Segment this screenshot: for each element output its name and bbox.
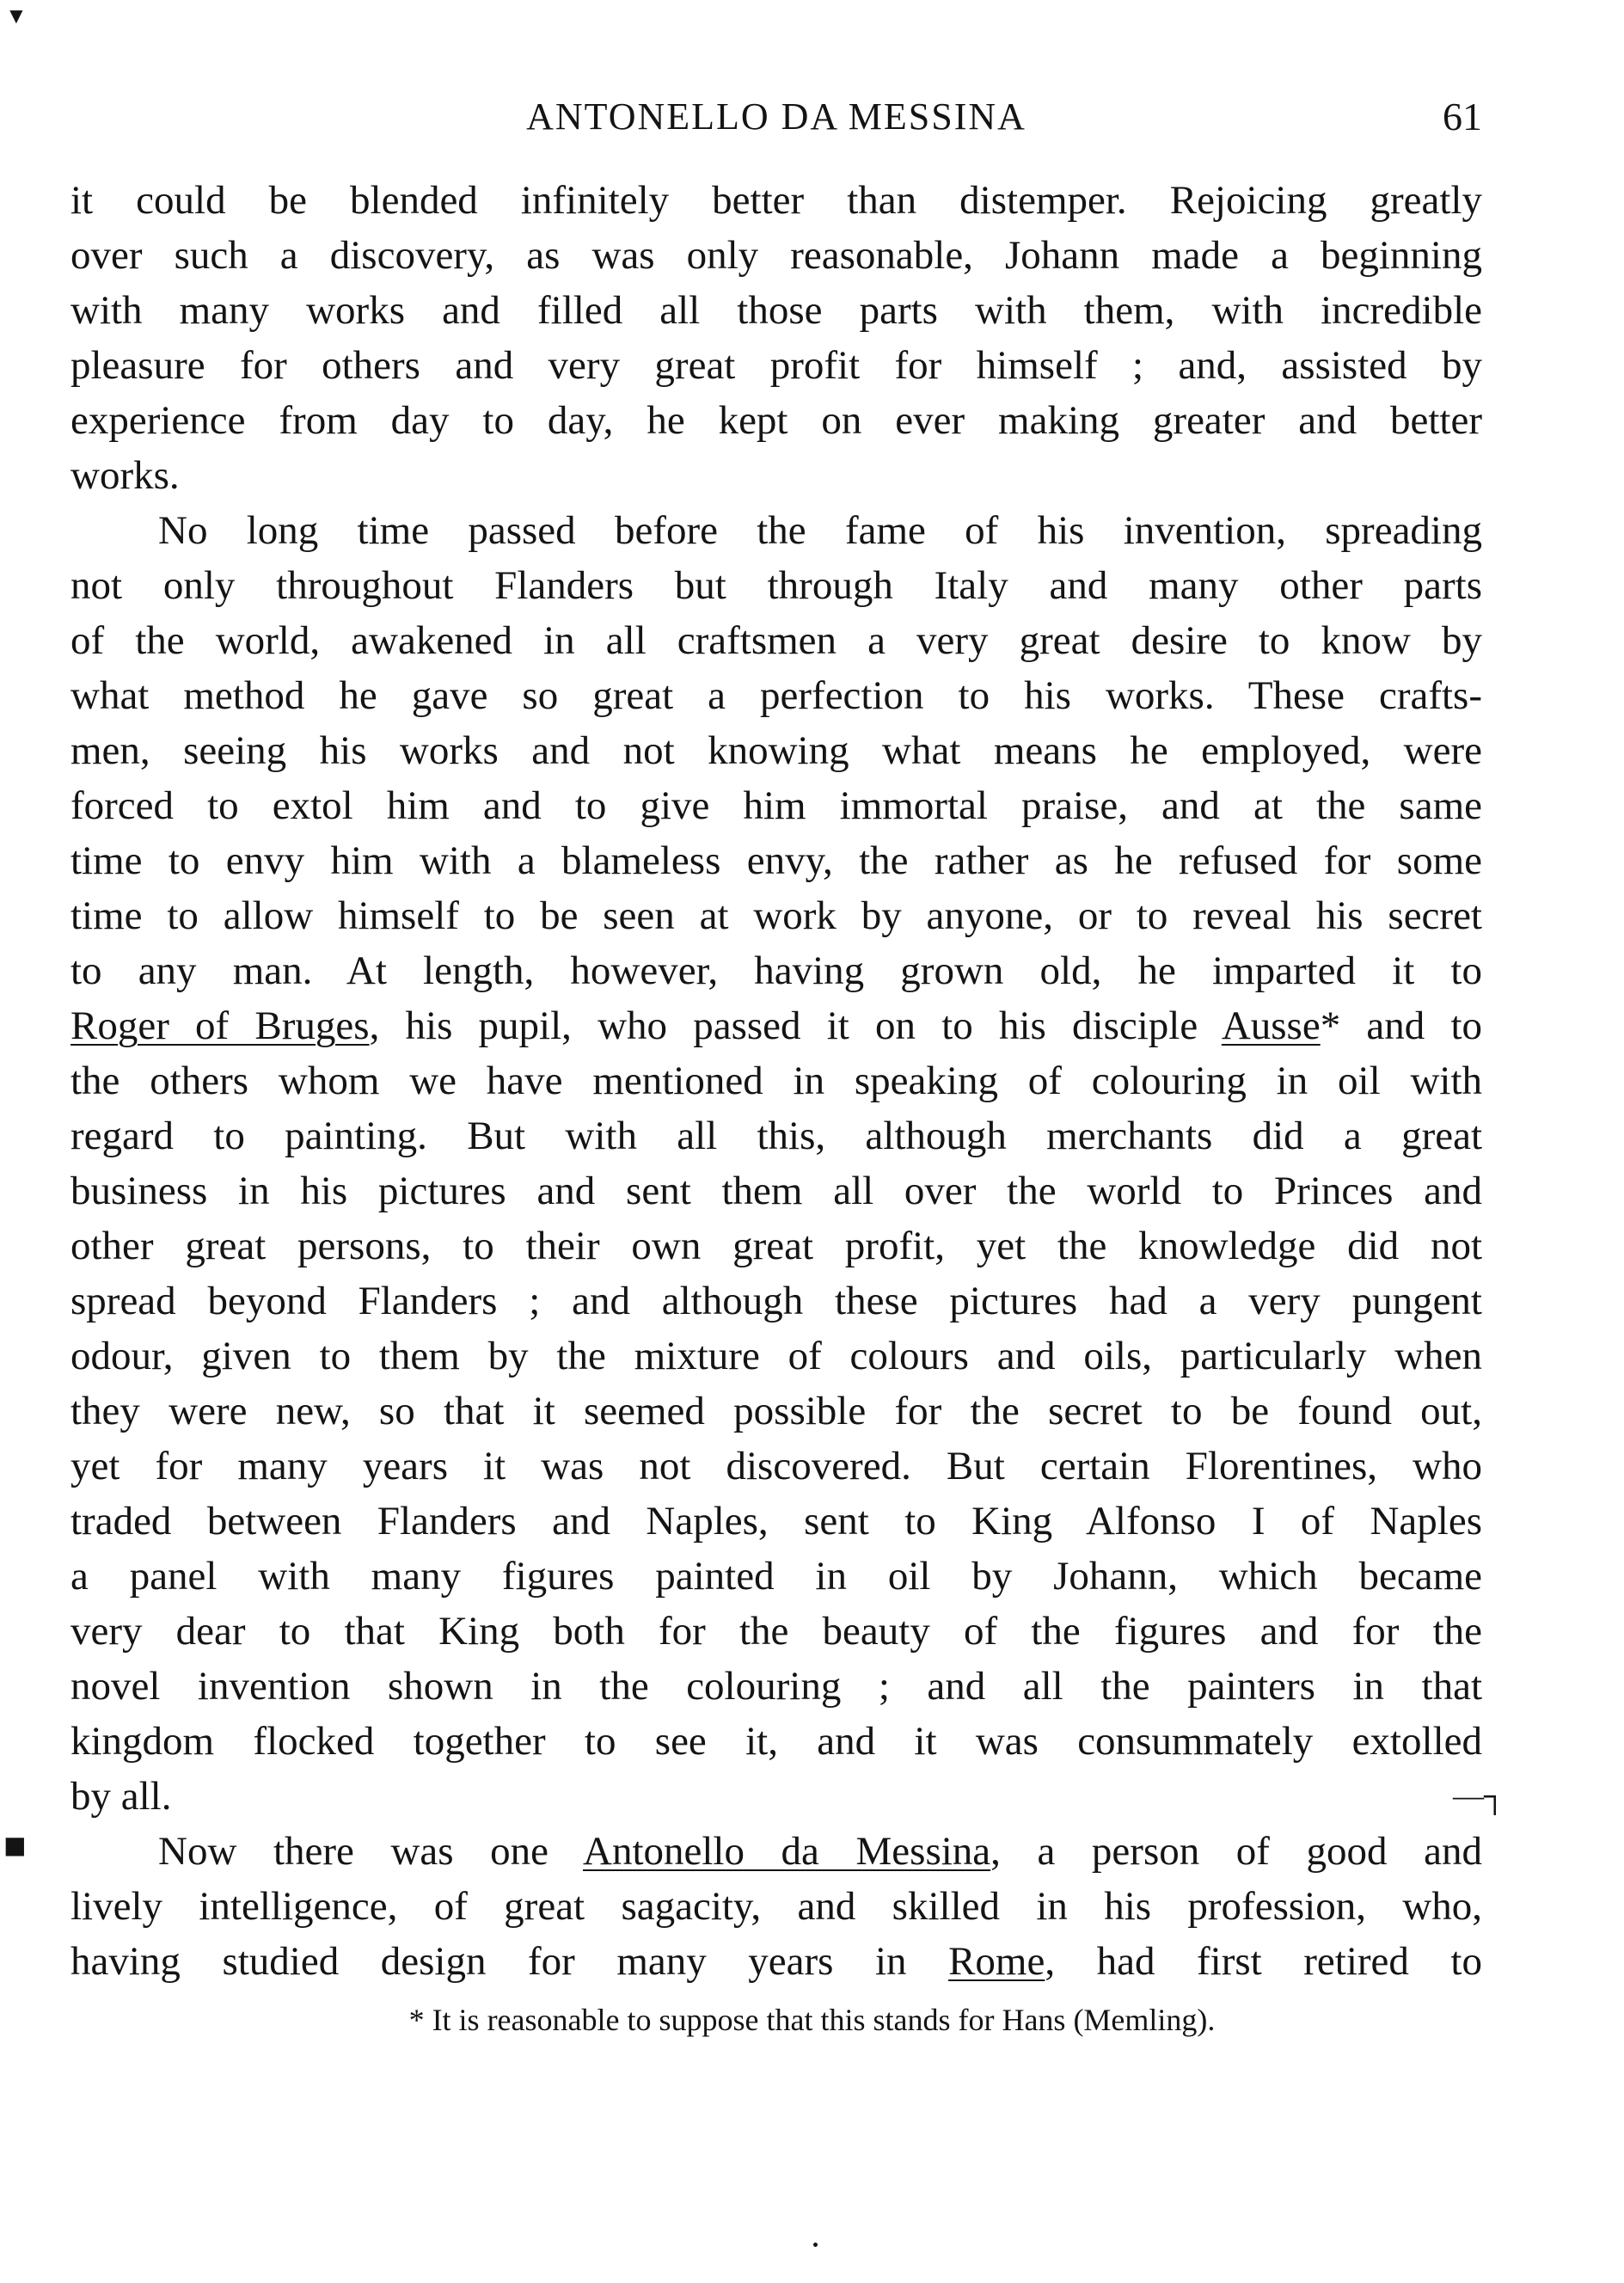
underlined-name-roger-of-bruges: Roger of Bruges	[70, 1003, 370, 1048]
text-line: yet for many years it was not discovered. But certain Florentines, who	[70, 1444, 1482, 1488]
underlined-name-ausse: Ausse	[1221, 1003, 1321, 1048]
underlined-name-rome: Rome	[948, 1939, 1045, 1984]
text-line: No long time passed before the fame of his invention, spreading	[158, 508, 1482, 553]
text-line: to any man. At length, however, having grown old, he imparted it to	[70, 948, 1482, 993]
text-line: kingdom flocked together to see it, and it was consummately extolled	[70, 1719, 1482, 1764]
text-fragment: having studied design for many years in	[70, 1939, 949, 1984]
text-line: time to allow himself to be seen at work by anyone, or to reveal his secret	[70, 893, 1482, 938]
text-line: of the world, awakened in all craftsmen a very great desire to know by	[70, 618, 1482, 663]
text-line: it could be blended infinitely better than distemper. Rejoicing greatly	[70, 178, 1482, 223]
text-line: a panel with many figures painted in oil by Johann, which became	[70, 1554, 1482, 1599]
text-line: with many works and filled all those parts with them, with incredible	[70, 288, 1482, 333]
corner-mark: ▼	[5, 3, 28, 28]
page-number: 61	[1443, 95, 1482, 138]
text-line: not only throughout Flanders but through Italy and many other parts	[70, 563, 1482, 608]
text-fragment: , a person of good and	[990, 1829, 1482, 1874]
text-line: lively intelligence, of great sagacity, and skilled in his profession, who,	[70, 1884, 1482, 1929]
running-title: ANTONELLO DA MESSINA	[526, 95, 1026, 138]
text-line: novel invention shown in the colouring ; and all the painters in that	[70, 1664, 1482, 1709]
text-line: spread beyond Flanders ; and although these pictures had a very pungent	[70, 1279, 1482, 1323]
margin-mark-left: ■	[3, 1825, 27, 1867]
text-line: what method he gave so great a perfection to his works. These crafts-	[70, 673, 1482, 718]
running-head	[70, 86, 1482, 148]
text-line: time to envy him with a blameless envy, the rather as he refused for some	[70, 838, 1482, 883]
underlined-name-antonello: Antonello da Messina	[583, 1829, 991, 1874]
text-fragment: Now there was one	[158, 1829, 583, 1874]
text-line: business in his pictures and sent them all over the world to Princes and	[70, 1169, 1482, 1213]
text-line: regard to painting. But with all this, although merchants did a great	[70, 1114, 1482, 1158]
text-line	[70, 1824, 1482, 1879]
text-line: experience from day to day, he kept on ever making greater and better	[70, 398, 1482, 443]
text-line: works.	[70, 453, 180, 498]
text-line: pleasure for others and very great profit for himself ; and, assisted by	[70, 343, 1482, 388]
footnote: * It is reasonable to suppose that this stands for Hans (Memling).	[408, 2003, 1216, 2037]
text-fragment: , his pupil, who passed it on to his disciple	[369, 1003, 1222, 1048]
text-line	[70, 998, 1482, 1053]
margin-mark-right: —┐	[1453, 1778, 1506, 1813]
text-line: odour, given to them by the mixture of colours and oils, particularly when	[70, 1334, 1482, 1378]
body-text	[70, 173, 1482, 1989]
text-line	[70, 1934, 1482, 1989]
text-line: very dear to that King both for the beauty of the figures and for the	[70, 1609, 1482, 1654]
text-line: they were new, so that it seemed possible for the secret to be found out,	[70, 1389, 1482, 1433]
stray-dot	[813, 2243, 818, 2247]
text-fragment: * and to	[1320, 1003, 1483, 1048]
text-line: forced to extol him and to give him immortal praise, and at the same	[70, 783, 1482, 828]
text-line: by all.	[70, 1774, 172, 1819]
text-line: the others whom we have mentioned in speaking of colouring in oil with	[70, 1059, 1482, 1103]
text-line: men, seeing his works and not knowing what means he employed, were	[70, 728, 1482, 773]
text-fragment: , had first retired to	[1045, 1939, 1482, 1984]
text-line: over such a discovery, as was only reasonable, Johann made a beginning	[70, 233, 1482, 278]
text-line: other great persons, to their own great profit, yet the knowledge did not	[70, 1224, 1482, 1268]
text-line: traded between Flanders and Naples, sent to King Alfonso I of Naples	[70, 1499, 1482, 1543]
